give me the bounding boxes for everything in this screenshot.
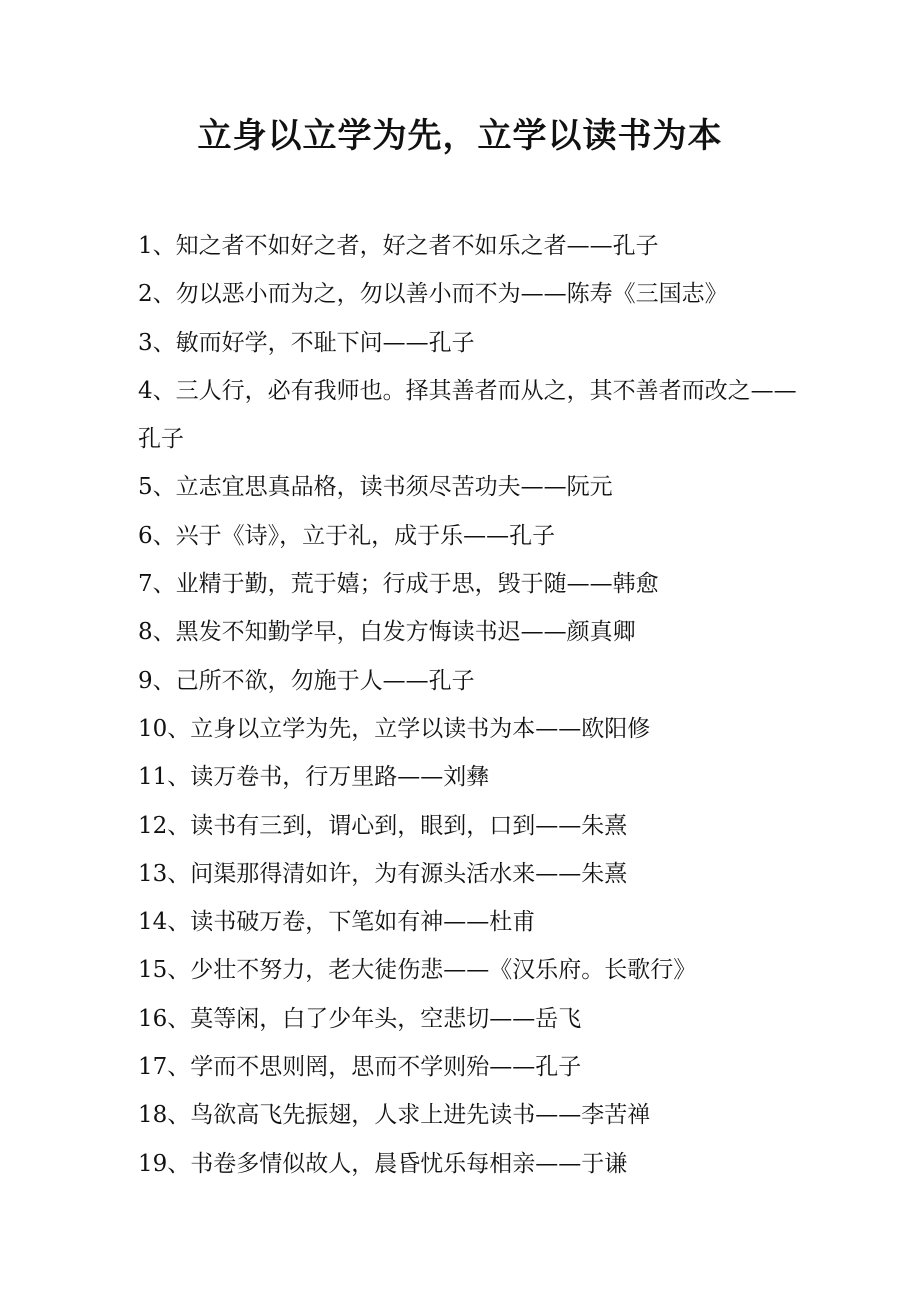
document-title: 立身以立学为先，立学以读书为本 [197, 116, 723, 156]
quote-item: 17、学而不思则罔，思而不学则殆——孔子 [138, 1054, 582, 1081]
quote-item: 9、己所不欲，勿施于人——孔子 [138, 667, 475, 694]
quote-item: 16、莫等闲，白了少年头，空悲切——岳飞 [138, 1005, 582, 1032]
quote-item: 18、鸟欲高飞先振翅，人求上进先读书——李苦禅 [138, 1102, 651, 1129]
quote-item: 6、兴于《诗》，立于礼，成于乐——孔子 [138, 522, 556, 549]
quote-item: 11、读万卷书，行万里路——刘彝 [138, 764, 490, 791]
quote-item: 14、读书破万卷，下笔如有神——杜甫 [138, 909, 536, 936]
quote-item: 2、勿以恶小而为之，勿以善小而不为——陈寿《三国志》 [138, 281, 728, 308]
quote-item: 13、问渠那得清如许，为有源头活水来——朱熹 [138, 860, 628, 887]
quote-item: 3、敏而好学，不耻下问——孔子 [138, 329, 475, 356]
quote-item: 7、业精于勤，荒于嬉；行成于思，毁于随——韩愈 [138, 571, 659, 598]
quote-item: 15、少壮不努力，老大徒伤悲——《汉乐府。长歌行》 [138, 957, 697, 984]
quote-item: 12、读书有三到，谓心到，眼到，口到——朱熹 [138, 812, 628, 839]
quote-item: 10、立身以立学为先，立学以读书为本——欧阳修 [138, 715, 651, 742]
quote-item: 19、书卷多情似故人，晨昏忧乐每相亲——于谦 [138, 1150, 628, 1177]
quote-item: 1、知之者不如好之者，好之者不如乐之者——孔子 [138, 233, 659, 259]
quote-item: 8、黑发不知勤学早，白发方悔读书迟——颜真卿 [138, 619, 636, 646]
quote-item: 5、立志宜思真品格，读书须尽苦功夫——阮元 [138, 474, 613, 501]
quote-item: 4、三人行，必有我师也。择其善者而从之，其不善者而改之——孔子 [138, 377, 797, 453]
quote-list [138, 222, 798, 1188]
